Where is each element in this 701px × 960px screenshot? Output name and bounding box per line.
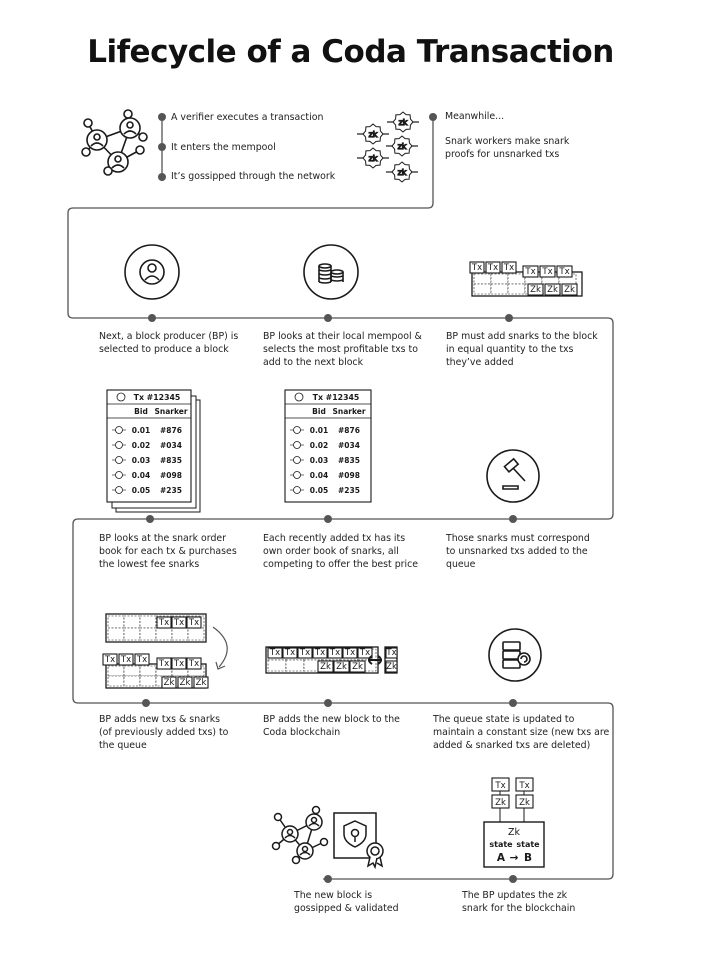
order-book-col-bid: Bid bbox=[134, 407, 148, 416]
order-book-snarker: #235 bbox=[338, 486, 360, 495]
state-from: A bbox=[496, 852, 506, 864]
tx-label: Tx bbox=[314, 648, 326, 658]
step-dot-7 bbox=[142, 699, 150, 707]
tx-label: Tx bbox=[495, 781, 506, 791]
zk-badge bbox=[386, 136, 418, 156]
zk-label: Zk bbox=[195, 678, 207, 688]
zk-label: Zk bbox=[336, 662, 347, 672]
order-book-bid: 0.01 bbox=[309, 426, 329, 435]
tx-label: Tx bbox=[542, 267, 553, 277]
order-book-snarker: #034 bbox=[160, 441, 182, 450]
zk-label: Zk bbox=[386, 662, 397, 672]
page-title: Lifecycle of a Coda Transaction bbox=[87, 34, 614, 70]
queue-before-icon bbox=[106, 614, 206, 642]
order-book-snarker: #098 bbox=[338, 471, 360, 480]
step-2-text: BP looks at their local mempool & selects the most profitable txs to add to the next block bbox=[263, 331, 422, 368]
queue-after-icon bbox=[103, 654, 208, 688]
zk-badge-label-2: zk bbox=[397, 142, 407, 151]
step-3-text: BP must add snarks to the block in equal quantity to the txs they’ve added bbox=[446, 331, 598, 368]
order-book-col-bid: Bid bbox=[312, 407, 326, 416]
step-4-text: BP looks at the snark order book for each tx & purchases the lowest fee snarks bbox=[99, 533, 237, 570]
state-label-b: state bbox=[516, 840, 540, 849]
zk-badge bbox=[386, 162, 418, 182]
state-label-a: state bbox=[489, 840, 513, 849]
tx-label: Tx bbox=[120, 655, 132, 665]
order-book-bid: 0.01 bbox=[131, 426, 151, 435]
step-dot-2 bbox=[324, 314, 332, 322]
tx-label: Tx bbox=[344, 648, 356, 658]
order-book-bid: 0.04 bbox=[131, 471, 151, 480]
zk-label: Zk bbox=[352, 662, 363, 672]
zk-label: Zk bbox=[320, 662, 331, 672]
tx-label: Tx bbox=[136, 655, 148, 665]
zk-state-title: Zk bbox=[507, 827, 521, 838]
order-book-bid: 0.03 bbox=[309, 456, 329, 465]
step-dot-5 bbox=[324, 515, 332, 523]
tx-label: Tx bbox=[559, 267, 570, 277]
order-book-title: Tx #12345 bbox=[133, 393, 181, 402]
tx-label: Tx bbox=[299, 648, 311, 658]
step-8-text: BP adds the new block to the Coda blockchain bbox=[263, 714, 400, 738]
step-dot-10 bbox=[324, 875, 332, 883]
intro-dot-2 bbox=[158, 143, 166, 151]
snark-workers-label: Snark workers make snark proofs for unsnarked txs bbox=[445, 136, 570, 160]
intro-step-3: It’s gossipped through the network bbox=[171, 171, 336, 182]
order-book-bid: 0.05 bbox=[131, 486, 151, 495]
step-dot-1 bbox=[148, 314, 156, 322]
tx-label: Tx bbox=[173, 659, 185, 669]
tx-label: Tx bbox=[284, 648, 296, 658]
certificate-icon bbox=[334, 813, 383, 867]
tx-label: Tx bbox=[487, 263, 499, 273]
step-dot-11 bbox=[509, 875, 517, 883]
tx-label: Tx bbox=[329, 648, 341, 658]
order-book-bid: 0.04 bbox=[309, 471, 329, 480]
step-dot-6 bbox=[509, 515, 517, 523]
tx-label: Tx bbox=[519, 781, 530, 791]
zk-label: Zk bbox=[179, 678, 191, 688]
order-book-middle bbox=[285, 390, 371, 502]
order-book-title: Tx #12345 bbox=[312, 393, 360, 402]
zk-label: Zk bbox=[564, 285, 575, 295]
coins-icon bbox=[304, 245, 358, 299]
step-11-text: The BP updates the zk snark for the blockchain bbox=[462, 890, 576, 914]
step-dot-3 bbox=[505, 314, 513, 322]
step-dot-4 bbox=[146, 515, 154, 523]
network-icon bbox=[82, 110, 147, 175]
tx-label: Tx bbox=[525, 267, 536, 277]
blockchain-icon bbox=[266, 647, 397, 673]
order-book-snarker: #835 bbox=[338, 456, 360, 465]
zk-badge-label-1: zk bbox=[368, 130, 378, 139]
tx-label: Tx bbox=[173, 618, 185, 628]
order-book-snarker: #876 bbox=[338, 426, 360, 435]
gavel-icon bbox=[487, 450, 539, 502]
zk-badges-icon bbox=[357, 112, 419, 182]
zk-label: Zk bbox=[519, 798, 530, 808]
order-book-snarker: #034 bbox=[338, 441, 360, 450]
order-book-col-snarker: Snarker bbox=[154, 407, 188, 416]
network-validate-icon bbox=[273, 807, 328, 864]
order-book-bid: 0.02 bbox=[131, 441, 151, 450]
queue-arrow bbox=[213, 627, 227, 667]
step-6-text: Those snarks must correspond to unsnarked txs added to the queue bbox=[446, 533, 590, 570]
zk-snark-update-icon bbox=[484, 778, 544, 867]
tx-label: Tx bbox=[359, 648, 371, 658]
tx-label: Tx bbox=[188, 659, 200, 669]
step-9-text: The queue state is updated to maintain a constant size (new txs are added & snarked txs are deleted) bbox=[433, 714, 610, 751]
order-book-snarker: #835 bbox=[160, 456, 182, 465]
order-book-snarker: #876 bbox=[160, 426, 182, 435]
tx-label: Tx bbox=[386, 648, 397, 658]
zk-badge bbox=[357, 124, 389, 144]
meanwhile-label: Meanwhile... bbox=[445, 111, 505, 122]
order-book-bid: 0.02 bbox=[309, 441, 329, 450]
queue-state-icon bbox=[489, 629, 541, 681]
step-dot-8 bbox=[324, 699, 332, 707]
order-book-bid: 0.03 bbox=[131, 456, 151, 465]
step-10-text: The new block is gossipped & validated bbox=[294, 890, 399, 914]
zk-label: Zk bbox=[530, 285, 541, 295]
order-book-snarker: #235 bbox=[160, 486, 182, 495]
zk-badge-label-0: zk bbox=[398, 118, 408, 127]
step-7-text: BP adds new txs & snarks (of previously added txs) to the queue bbox=[99, 714, 229, 751]
zk-label: Zk bbox=[547, 285, 558, 295]
order-book-bid: 0.05 bbox=[309, 486, 329, 495]
step-1-text: Next, a block producer (BP) is selected to produce a block bbox=[99, 331, 239, 355]
intro-step-2: It enters the mempool bbox=[171, 142, 276, 153]
block-producer-icon bbox=[125, 245, 179, 299]
zk-label: Zk bbox=[495, 798, 506, 808]
tx-label: Tx bbox=[269, 648, 281, 658]
zk-badge-label-4: zk bbox=[397, 168, 407, 177]
step-dot-9 bbox=[509, 699, 517, 707]
order-book-snarker: #098 bbox=[160, 471, 182, 480]
zk-badge-label-3: zk bbox=[368, 154, 378, 163]
intro-step-1: A verifier executes a transaction bbox=[171, 112, 324, 123]
state-to: B bbox=[523, 852, 533, 864]
meanwhile-dot bbox=[429, 113, 437, 121]
step-5-text: Each recently added tx has its own order book of snarks, all competing to offer the best price bbox=[263, 533, 419, 570]
intro-dot-3 bbox=[158, 173, 166, 181]
zk-badge bbox=[387, 112, 419, 132]
state-arrow: → bbox=[509, 852, 519, 864]
tx-label: Tx bbox=[188, 618, 200, 628]
block-with-snarks-icon bbox=[470, 262, 582, 296]
zk-label: Zk bbox=[163, 678, 175, 688]
zk-badge bbox=[357, 148, 389, 168]
order-book-col-snarker: Snarker bbox=[332, 407, 366, 416]
order-book-left bbox=[107, 390, 191, 502]
tx-label: Tx bbox=[158, 618, 170, 628]
tx-label: Tx bbox=[104, 655, 116, 665]
tx-label: Tx bbox=[471, 263, 483, 273]
tx-label: Tx bbox=[158, 659, 170, 669]
tx-label: Tx bbox=[503, 263, 515, 273]
intro-dot-1 bbox=[158, 113, 166, 121]
